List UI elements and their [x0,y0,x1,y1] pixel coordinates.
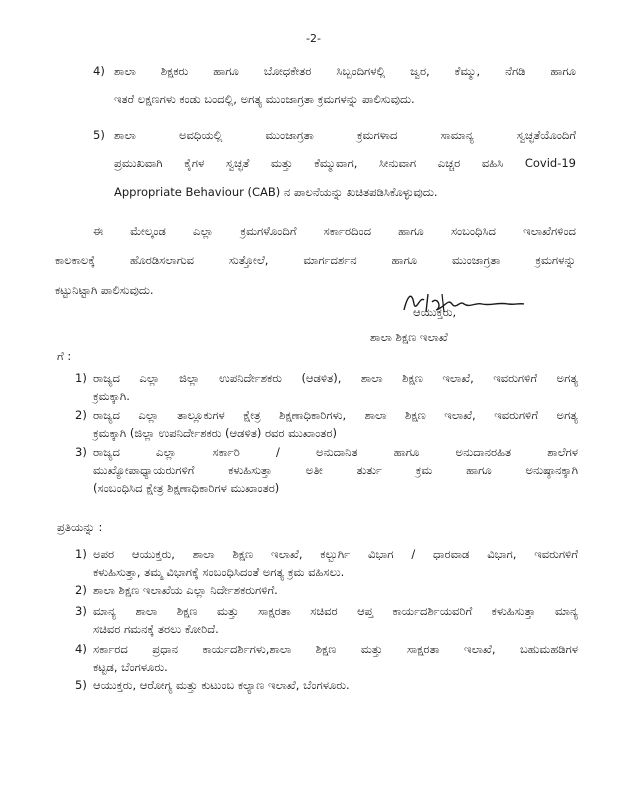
list-item-text: ಕ್ರಮಕ್ಕಾಗಿ. [93,389,130,403]
copy-label: ಪ್ರತಿಯನ್ನು : [57,520,103,534]
list-item-text: ಇತರೆ ಲಕ್ಷಣಗಳು ಕಂಡು ಬಂದಲ್ಲಿ, ಅಗತ್ಯ ಮುಂಜಾಗ್ರತಾ ಕ್ರಮಗಳನ್ನು ಪಾಲಿಸುವುದು. [114,92,415,106]
list-item-text: (ಸಂಬಂಧಿಸಿದ ಕ್ಷೇತ್ರ ಶಿಕ್ಷಣಾಧಿಕಾರಿಗಳ ಮುಖಾಂತರ) [93,481,280,495]
paragraph-line: ಈ ಮೇಲ್ಕಂಡ ಎಲ್ಲಾ ಕ್ರಮಗಳೊಂದಿಗೆ ಸರ್ಕಾರದಿಂದ ಹಾಗೂ ಸಂಬಂಧಿಸಿದ ಇಲಾಖೆಗಳಿಂದ [93,224,576,238]
paragraph-line: ಕಾಲಕಾಲಕ್ಕೆ ಹೊರಡಿಸಲಾಗುವ ಸುತ್ತೋಲೆ, ಮಾರ್ಗದರ್ಶನ ಹಾಗೂ ಮುಂಜಾಗ್ರತಾ ಕ್ರಮಗಳನ್ನು [55,253,576,267]
list-item-text: ಶಾಲಾ ಅವಧಿಯಲ್ಲಿ ಮುಂಜಾಗ್ರತಾ ಕ್ರಮಗಳಾದ ಸಾಮಾನ್ಯ ಸ್ವಚ್ಛತೆಯೊಂದಿಗೆ [114,128,576,142]
to-label: ಗೆ : [57,349,72,363]
signatory-department: ಶಾಲಾ ಶಿಕ್ಷಣ ಇಲಾಖೆ [370,330,448,344]
list-item-text: ಶಾಲಾ ಶಿಕ್ಷಣ ಇಲಾಖೆಯ ಎಲ್ಲಾ ನಿರ್ದೇಶಕರುಗಳಿಗೆ. [93,583,278,597]
list-item-text: ರಾಜ್ಯದ ಎಲ್ಲಾ ತಾಲ್ಲೂಕುಗಳ ಕ್ಷೇತ್ರ ಶಿಕ್ಷಣಾಧಿಕಾರಿಗಳು, ಶಾಲಾ ಶಿಕ್ಷಣ ಇಲಾಖೆ, ಇವರುಗಳಿಗೆ ಅಗತ್ಯ [93,408,578,422]
list-item-text: ಕಟ್ಟಡ, ಬೆಂಗಳೂರು. [93,660,168,674]
list-item-text: ರಾಜ್ಯದ ಎಲ್ಲಾ ಸರ್ಕಾರಿ / ಅನುದಾನಿತ ಹಾಗೂ ಅನುದಾನರಹಿತ ಶಾಲೆಗಳ [93,445,578,459]
list-item-number: 5) [75,678,87,692]
list-item-number: 2) [75,583,87,597]
signatory-title: ಆಯುಕ್ತರು, [413,305,457,319]
list-item-text: ಕಳುಹಿಸುತ್ತಾ, ತಮ್ಮ ವಿಭಾಗಕ್ಕೆ ಸಂಬಂಧಿಸಿದಂತೆ ಅಗತ್ಯ ಕ್ರಮ ವಹಿಸಲು. [93,565,345,579]
list-item-text: ಪ್ರಮುಖವಾಗಿ ಕೈಗಳ ಸ್ವಚ್ಛತೆ ಮತ್ತು ಕೆಮ್ಮುವಾಗ, ಸೀನುವಾಗ ಎಚ್ಚರ ವಹಿಸಿ Covid-19 [114,156,576,170]
list-item-number: 4) [75,642,87,656]
list-item-text: ಸಚಿವರ ಗಮನಕ್ಕೆ ತರಲು ಕೋರಿದೆ. [93,622,219,636]
list-item-number: 3) [75,445,87,459]
list-item-text: ಆಯುಕ್ತರು, ಆರೋಗ್ಯ ಮತ್ತು ಕುಟುಂಬ ಕಲ್ಯಾಣ ಇಲಾಖೆ, ಬೆಂಗಳೂರು. [93,678,350,692]
list-item-text: Appropriate Behaviour (CAB) ನ ಪಾಲನೆಯನ್ನು ಖಚಿತಪಡಿಸಿಕೊಳ್ಳುವುದು. [114,185,438,199]
paragraph-line: ಕಟ್ಟುನಿಟ್ಟಾಗಿ ಪಾಲಿಸುವುದು. [55,283,154,297]
list-item-number: 1) [75,371,87,385]
list-item-number: 2) [75,408,87,422]
list-item-text: ಕ್ರಮಕ್ಕಾಗಿ (ಜಿಲ್ಲಾ ಉಪನಿರ್ದೇಶಕರು (ಆಡಳಿತ) ರವರ ಮುಖಾಂತರ) [93,426,337,440]
list-item-number: 4) [93,64,105,78]
list-item-text: ರಾಜ್ಯದ ಎಲ್ಲಾ ಜಿಲ್ಲಾ ಉಪನಿರ್ದೇಶಕರು (ಆಡಳಿತ), ಶಾಲಾ ಶಿಕ್ಷಣ ಇಲಾಖೆ, ಇವರುಗಳಿಗೆ ಅಗತ್ಯ [93,371,578,385]
list-item-number: 1) [75,547,87,561]
list-item-text: ಅಪರ ಆಯುಕ್ತರು, ಶಾಲಾ ಶಿಕ್ಷಣ ಇಲಾಖೆ, ಕಲ್ಬುರ್ಗಿ ವಿಭಾಗ / ಧಾರವಾಡ ವಿಭಾಗ, ಇವರುಗಳಿಗೆ [93,547,578,561]
list-item-number: 3) [75,604,87,618]
list-item-text: ಮಾನ್ಯ ಶಾಲಾ ಶಿಕ್ಷಣ ಮತ್ತು ಸಾಕ್ಷರತಾ ಸಚಿವರ ಆಪ್ತ ಕಾರ್ಯದರ್ಶಿಯವರಿಗೆ ಕಳುಹಿಸುತ್ತಾ ಮಾನ್ಯ [93,604,578,618]
page-number: -2- [306,32,321,45]
list-item-number: 5) [93,128,105,142]
list-item-text: ಸರ್ಕಾರದ ಪ್ರಧಾನ ಕಾರ್ಯದರ್ಶಿಗಳು,ಶಾಲಾ ಶಿಕ್ಷಣ ಮತ್ತು ಸಾಕ್ಷರತಾ ಇಲಾಖೆ, ಬಹುಮಹಡಿಗಳ [93,642,578,656]
list-item-text: ಶಾಲಾ ಶಿಕ್ಷಕರು ಹಾಗೂ ಬೋಧಕೇತರ ಸಿಬ್ಬಂದಿಗಳಲ್ಲಿ ಜ್ವರ, ಕೆಮ್ಮು, ನೆಗಡಿ ಹಾಗೂ [114,64,576,78]
list-item-text: ಮುಖ್ಯೋಪಾಧ್ಯಾಯರುಗಳಿಗೆ ಕಳುಹಿಸುತ್ತಾ ಅತೀ ತುರ್ತು ಕ್ರಮ ಹಾಗೂ ಅನುಷ್ಠಾನಕ್ಕಾಗಿ [93,463,578,477]
